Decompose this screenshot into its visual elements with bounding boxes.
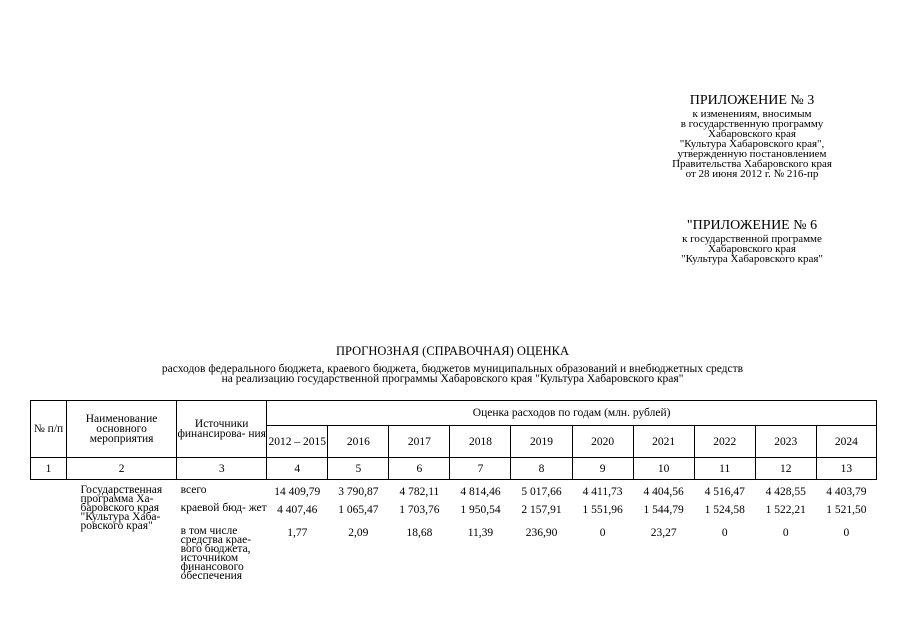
column-numbers-row [31, 458, 877, 480]
appendix-3-block [640, 93, 864, 179]
column-number: 1 [31, 458, 67, 480]
header-year: 2016 [328, 426, 389, 458]
appendix-3-line: утвержденную постановлением [677, 148, 827, 160]
document-subtitle-line: на реализацию государственной программы Хабаровского края "Культура Хабаровского края" [221, 373, 684, 385]
header-source: Источники финансирова- ния [177, 401, 267, 458]
column-number: 8 [511, 458, 572, 480]
column-number: 12 [755, 458, 816, 480]
value-cell: 236,90 [525, 527, 558, 539]
header-estimate-group: Оценка расходов по годам (млн. рублей) [267, 401, 877, 426]
appendix-3-line: от 28 июня 2012 г. № 216-пр [685, 168, 819, 180]
appendix-6-line: Хабаровского края [708, 243, 796, 255]
appendix-6-line: к государственной программе [682, 233, 822, 245]
value-cell: 4 404,56 [643, 486, 684, 498]
table-row [31, 480, 877, 499]
row-num-cell [31, 498, 67, 516]
column-number: 6 [389, 458, 450, 480]
value-cell: 4 428,55 [765, 486, 806, 498]
value-cell: 1 065,47 [338, 504, 379, 516]
value-cell: 1,77 [287, 527, 308, 539]
value-cell: 18,68 [406, 527, 433, 539]
budget-table [30, 400, 877, 581]
column-number: 7 [450, 458, 511, 480]
appendix-3-line: в государственную программу [680, 118, 824, 130]
source-cell: краевой бюд- жет [180, 502, 267, 514]
header-name: Наименование основного мероприятия [67, 401, 177, 458]
column-number: 10 [633, 458, 694, 480]
value-cell: 0 [843, 527, 850, 539]
value-cell: 4 407,46 [277, 504, 318, 516]
appendix-3-line: Хабаровского края [708, 128, 796, 140]
value-cell: 1 551,96 [582, 504, 623, 516]
row-num-cell [31, 516, 67, 581]
value-cell: 1 522,21 [765, 504, 806, 516]
header-year: 2024 [816, 426, 876, 458]
header-year: 2019 [511, 426, 572, 458]
header-year: 2020 [572, 426, 633, 458]
value-cell: 11,39 [467, 527, 494, 539]
value-cell: 2 157,91 [521, 504, 562, 516]
value-cell: 4 403,79 [826, 486, 867, 498]
document-subtitle-line: расходов федерального бюджета, краевого бюджета, бюджетов муниципальных образований и внебюджетных средств [161, 363, 744, 375]
value-cell: 1 521,50 [826, 504, 867, 516]
appendix-3-line: к изменениям, вносимым [692, 108, 812, 120]
header-num: № п/п [31, 401, 67, 458]
program-name: Государственная программа Ха- баровского края "Культура Хаба- ровского края" [80, 484, 163, 532]
column-number: 2 [67, 458, 177, 480]
appendix-3-line: Правительства Хабаровского края [672, 158, 832, 170]
document-title: ПРОГНОЗНАЯ (СПРАВОЧНАЯ) ОЦЕНКА [335, 344, 570, 358]
column-number: 3 [177, 458, 267, 480]
appendix-6-title: "ПРИЛОЖЕНИЕ № 6 [686, 218, 818, 233]
value-cell: 1 524,58 [704, 504, 745, 516]
header-year: 2021 [633, 426, 694, 458]
value-cell: 4 814,46 [460, 486, 501, 498]
value-cell: 4 782,11 [399, 486, 440, 498]
column-number: 4 [267, 458, 328, 480]
header-year: 2022 [694, 426, 755, 458]
header-year: 2018 [450, 426, 511, 458]
value-cell: 0 [599, 527, 606, 539]
value-cell: 2,09 [348, 527, 369, 539]
column-number: 5 [328, 458, 389, 480]
value-cell: 3 790,87 [338, 486, 379, 498]
column-number: 13 [816, 458, 876, 480]
appendix-6-block [640, 218, 864, 264]
value-cell: 23,27 [650, 527, 677, 539]
column-number: 9 [572, 458, 633, 480]
value-cell: 1 544,79 [643, 504, 684, 516]
value-cell: 1 703,76 [399, 504, 440, 516]
column-number: 11 [694, 458, 755, 480]
value-cell: 4 411,73 [582, 486, 623, 498]
appendix-3-title: ПРИЛОЖЕНИЕ № 3 [689, 93, 815, 108]
row-num-cell [31, 480, 67, 499]
appendix-6-line: "Культура Хабаровского края" [681, 253, 823, 265]
value-cell: 14 409,79 [274, 486, 321, 498]
header-year: 2012 – 2015 [267, 426, 328, 458]
value-cell: 4 516,47 [704, 486, 745, 498]
value-cell: 0 [782, 527, 789, 539]
source-cell: в том числе средства крае- вого бюджета, источником финансового обеспечения [180, 525, 252, 582]
value-cell: 1 950,54 [460, 504, 501, 516]
document-subtitle [0, 364, 905, 384]
source-cell: всего [180, 484, 207, 496]
header-year: 2017 [389, 426, 450, 458]
header-year: 2023 [755, 426, 816, 458]
value-cell: 5 017,66 [521, 486, 562, 498]
appendix-3-line: "Культура Хабаровского края", [679, 138, 825, 150]
value-cell: 0 [721, 527, 728, 539]
table-header-row [31, 401, 877, 426]
